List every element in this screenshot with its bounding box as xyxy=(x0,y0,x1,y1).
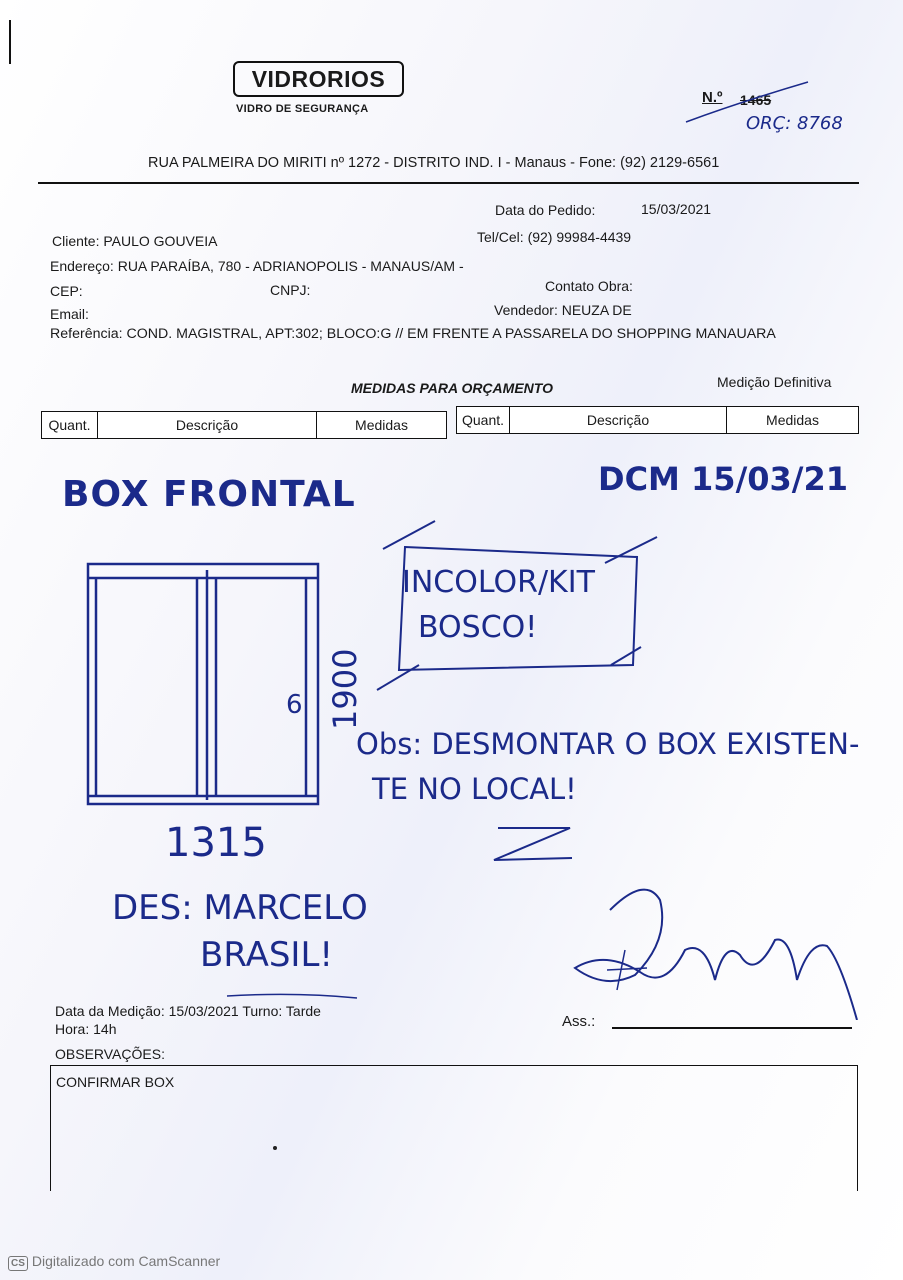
cnpj-field: CNPJ: xyxy=(270,282,311,298)
col-description: Descrição xyxy=(98,412,317,438)
measure-hour: Hora: 14h xyxy=(55,1021,117,1037)
scribble-mark xyxy=(480,820,580,870)
order-number-label: N.º xyxy=(702,89,723,106)
sketch-obs-line1: Obs: DESMONTAR O BOX EXISTEN- xyxy=(356,727,860,761)
designer-line2: BRASIL! xyxy=(200,935,334,975)
company-logo: VIDRORIOS xyxy=(233,61,404,97)
client-address: Endereço: RUA PARAÍBA, 780 - ADRIANOPOLIS - MANAUS/AM - xyxy=(50,258,464,274)
designer-underline xyxy=(225,990,365,1002)
cep-field: CEP: xyxy=(50,283,83,299)
col-measures-2: Medidas xyxy=(766,412,819,428)
stray-dot xyxy=(273,1146,277,1150)
col-measures: Medidas xyxy=(355,417,408,433)
note-kit-line1: INCOLOR/KIT xyxy=(402,565,595,600)
sketch-title: BOX FRONTAL xyxy=(62,474,356,515)
company-address: RUA PALMEIRA DO MIRITI nº 1272 - DISTRITO IND. I - Manaus - Fone: (92) 2129-6561 xyxy=(148,155,720,171)
camscanner-icon: CS xyxy=(8,1256,28,1271)
seller-field: Vendedor: NEUZA DE xyxy=(494,302,632,318)
measures-title: MEDIDAS PARA ORÇAMENTO xyxy=(351,380,553,396)
email-field: Email: xyxy=(50,306,89,322)
client-name: Cliente: PAULO GOUVEIA xyxy=(52,233,218,249)
scan-edge-mark xyxy=(9,20,11,64)
measure-date: Data da Medição: 15/03/2021 Turno: Tarde xyxy=(55,1003,321,1019)
observations-label: OBSERVAÇÕES: xyxy=(55,1046,165,1062)
client-phone: Tel/Cel: (92) 99984-4439 xyxy=(477,229,632,245)
note-kit-line2: BOSCO! xyxy=(418,610,538,645)
note-box-frame xyxy=(375,515,665,695)
scanner-text: Digitalizado com CamScanner xyxy=(31,1253,221,1269)
col-description-2: Descrição xyxy=(510,407,727,433)
signature-label: Ass.: xyxy=(562,1013,596,1030)
measures-table-right xyxy=(456,406,859,434)
company-tagline: VIDRO DE SEGURANÇA xyxy=(236,103,369,115)
scanner-watermark xyxy=(8,1253,220,1271)
signature xyxy=(565,880,865,1020)
width-dimension: 1315 xyxy=(165,820,267,866)
side-mark: 6 xyxy=(286,690,303,720)
order-number-value: 1465 xyxy=(740,92,772,108)
measurement-type: Medição Definitiva xyxy=(717,374,832,390)
orc-handwritten: ORÇ: 8768 xyxy=(746,113,843,134)
sketch-date: DCM 15/03/21 xyxy=(598,460,848,498)
observations-text: CONFIRMAR BOX xyxy=(56,1074,175,1090)
sketch-obs-line2: TE NO LOCAL! xyxy=(372,772,577,806)
reference-field: Referência: COND. MAGISTRAL, APT:302; BLOCO:G // EM FRENTE A PASSARELA DO SHOPPING MANAUARA xyxy=(50,326,776,342)
order-date-label: Data do Pedido: xyxy=(495,202,596,218)
site-contact-field: Contato Obra: xyxy=(545,278,633,294)
header-divider xyxy=(38,182,859,184)
col-quant: Quant. xyxy=(42,412,98,438)
col-quant-2: Quant. xyxy=(457,407,510,433)
order-date-value: 15/03/2021 xyxy=(641,201,712,217)
measures-table-left xyxy=(41,411,447,439)
height-dimension: 1900 xyxy=(326,648,364,730)
signature-line xyxy=(612,1027,852,1029)
designer-line1: DES: MARCELO xyxy=(112,888,368,928)
